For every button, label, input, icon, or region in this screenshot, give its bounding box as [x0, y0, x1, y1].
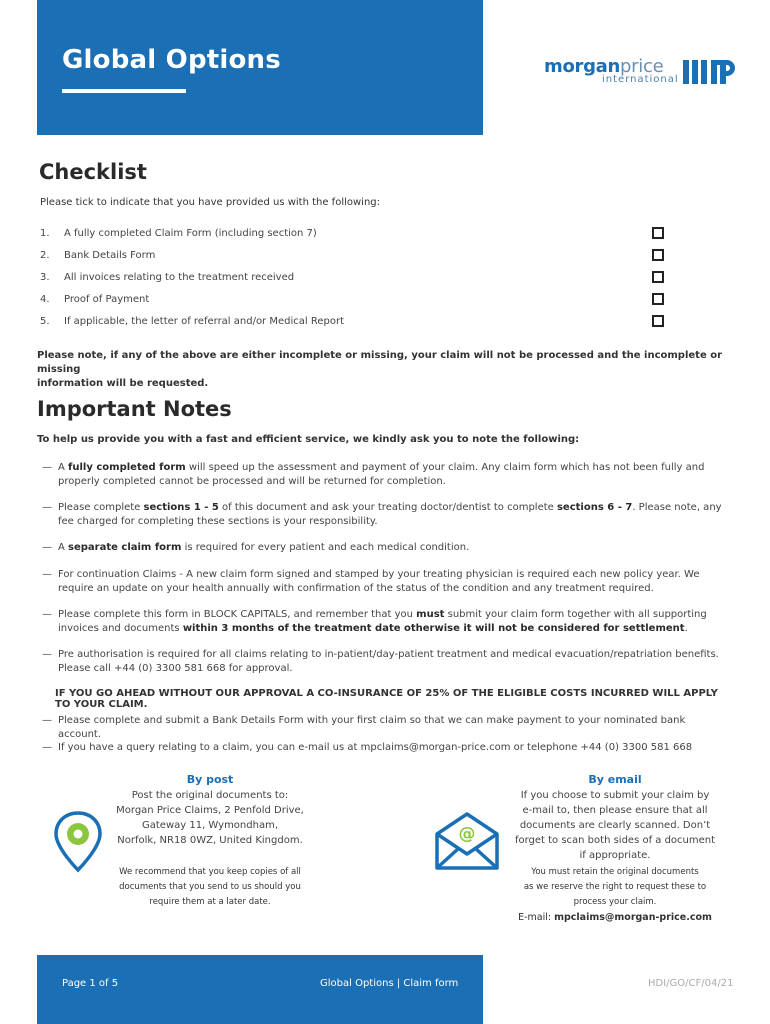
by-post-address [100, 788, 320, 848]
logo-subtitle: international [602, 74, 679, 85]
note-bold-part: within 3 months of the treatment date otherwise it will not be considered for settlement [182, 622, 685, 634]
notes-intro: To help us provide you with a fast and efficient service, we kindly ask you to note the following: [37, 434, 580, 445]
logo-mark-icon [683, 58, 735, 84]
by-post-line: Gateway 11, Wymondham, [142, 820, 278, 831]
footer-band [37, 955, 483, 1024]
by-email-small-line: You must retain the original documents [531, 867, 699, 877]
note-text [58, 541, 730, 555]
note-bold-part: sections 6 - 7 [556, 502, 633, 513]
by-post-title: By post [186, 773, 234, 786]
by-email-small-line: as we reserve the right to request these to [523, 882, 707, 892]
footer-document-name: Global Options | Claim form [320, 978, 459, 989]
title-underline [62, 89, 186, 93]
by-post-line: Post the original documents to: [131, 790, 289, 801]
checklist-note-line: information will be requested. [37, 378, 209, 389]
note-dash: — [42, 609, 52, 620]
by-email-title: By email [588, 773, 642, 786]
logo-word-part1: morgan [544, 56, 621, 77]
checklist-note-line: Please note, if any of the above are either incomplete or missing, your claim will not be processed and the incomplete or missing [37, 350, 723, 375]
note-text-part: . [684, 622, 688, 634]
logo-word-part2: price [620, 56, 664, 77]
checklist-item-label: If applicable, the letter of referral and/or Medical Report [64, 316, 344, 327]
by-email-retention [495, 865, 735, 925]
checklist-item [40, 228, 665, 244]
checklist-item-number: 1. [40, 228, 50, 239]
by-post-small-line: documents that you send to us should you [119, 882, 301, 892]
note-text: If you have a query relating to a claim, you can e-mail us at mpclaims@morgan-price.com or telephone +44 (0) 3300 581 668 [58, 742, 693, 753]
checkbox-bank-details[interactable] [652, 249, 664, 261]
note-text-part: submit your claim form together with all supporting invoices and documents [58, 609, 707, 634]
checkbox-proof-of-payment[interactable] [652, 293, 664, 305]
note-text [58, 501, 730, 528]
note-bold-part: must [416, 609, 445, 620]
email-address-link[interactable]: mpclaims@morgan-price.com [554, 912, 712, 923]
co-insurance-warning: IF YOU GO AHEAD WITHOUT OUR APPROVAL A CO-INSURANCE OF 25% OF THE ELIGIBLE COSTS INCURRED WILL APPLY TO YOUR CLAIM. [55, 688, 718, 710]
email-label: E-mail: [518, 912, 555, 923]
by-email-line: documents are clearly scanned. Don’t [519, 820, 711, 831]
checklist-item-label: Proof of Payment [64, 294, 150, 305]
checklist-item-number: 5. [40, 316, 50, 327]
checklist-item-label: All invoices relating to the treatment received [64, 272, 295, 283]
checklist-item-number: 4. [40, 294, 50, 305]
checkbox-invoices[interactable] [652, 271, 664, 283]
checklist-item-label: A fully completed Claim Form (including section 7) [64, 228, 317, 239]
note-text-part: . Please note, any fee charged for completing these sections is your responsibility. [58, 502, 722, 527]
checklist-intro: Please tick to indicate that you have provided us with the following: [40, 197, 381, 208]
by-email-line: forget to scan both sides of a document [514, 835, 716, 846]
note-text [58, 461, 730, 488]
by-post-small-line: We recommend that you keep copies of all [119, 867, 301, 877]
by-post-line: Morgan Price Claims, 2 Penfold Drive, [116, 805, 304, 816]
note-text-part: will speed up the assessment and payment of your claim. Any claim form which has not been fully and properly completed cannot be processed and will be returned for completion. [58, 462, 705, 487]
note-bold-part: separate claim form [68, 542, 182, 553]
note-bold-part: sections 1 - 5 [143, 502, 219, 513]
checklist-item [40, 250, 665, 266]
checklist-note [37, 349, 737, 391]
note-dash: — [42, 542, 52, 553]
important-notes-heading: Important Notes [37, 397, 232, 421]
note-dash: — [42, 462, 52, 473]
by-post-small-line: require them at a later date. [149, 897, 271, 907]
note-text: For continuation Claims - A new claim form signed and stamped by your treating physician is required each new policy year. We require an update on your health annually with confirmation of the status of the condition and any treatment required. [58, 569, 700, 594]
note-text: Pre authorisation is required for all claims relating to in-patient/day-patient treatment and medical evacuation/repatriation benefits. Please call +44 (0) 3300 581 668 for approval. [58, 649, 719, 674]
note-text-part: is required for every patient and each medical condition. [181, 542, 470, 553]
by-email-line: e-mail to, then please ensure that all [522, 805, 708, 816]
note-text-part: A [58, 542, 69, 553]
note-text-part: Please complete [58, 502, 144, 513]
checkbox-referral-letter[interactable] [652, 315, 664, 327]
checklist-item-label: Bank Details Form [64, 250, 156, 261]
company-logo [544, 56, 744, 90]
note-dash: — [42, 649, 52, 660]
checklist-item-number: 2. [40, 250, 50, 261]
by-email-line: If you choose to submit your claim by [520, 790, 710, 801]
checklist-item [40, 272, 665, 288]
by-post-line: Norfolk, NR18 0WZ, United Kingdom. [117, 835, 303, 846]
note-text-part: Please complete this form in BLOCK CAPITALS, and remember that you [58, 609, 417, 620]
page-title: Global Options [62, 45, 281, 75]
by-email-instructions [505, 788, 725, 863]
note-text-part: of this document and ask your treating doctor/dentist to complete [218, 502, 557, 513]
by-post-recommendation [95, 865, 325, 910]
checklist-heading: Checklist [39, 160, 147, 184]
checklist-item [40, 294, 665, 310]
checklist-item [40, 316, 665, 332]
checkbox-claim-form[interactable] [652, 227, 664, 239]
email-envelope-icon [433, 810, 501, 872]
checklist-item-number: 3. [40, 272, 50, 283]
at-sign-glyph: @ [458, 824, 476, 844]
note-dash: — [42, 742, 52, 753]
note-text [58, 608, 730, 635]
document-code: HDI/GO/CF/04/21 [648, 978, 734, 989]
page-number: Page 1 of 5 [62, 978, 119, 989]
note-dash: — [42, 715, 52, 726]
note-text-part: A [58, 462, 69, 473]
email-contact [495, 910, 735, 925]
note-bold-part: fully completed form [68, 462, 186, 473]
by-email-line: if appropriate. [579, 850, 651, 861]
by-email-small-line: process your claim. [573, 897, 657, 907]
note-dash: — [42, 502, 52, 513]
note-text: Please complete and submit a Bank Details Form with your first claim so that we can make payment to your nominated bank account. [58, 715, 686, 740]
note-dash: — [42, 569, 52, 580]
